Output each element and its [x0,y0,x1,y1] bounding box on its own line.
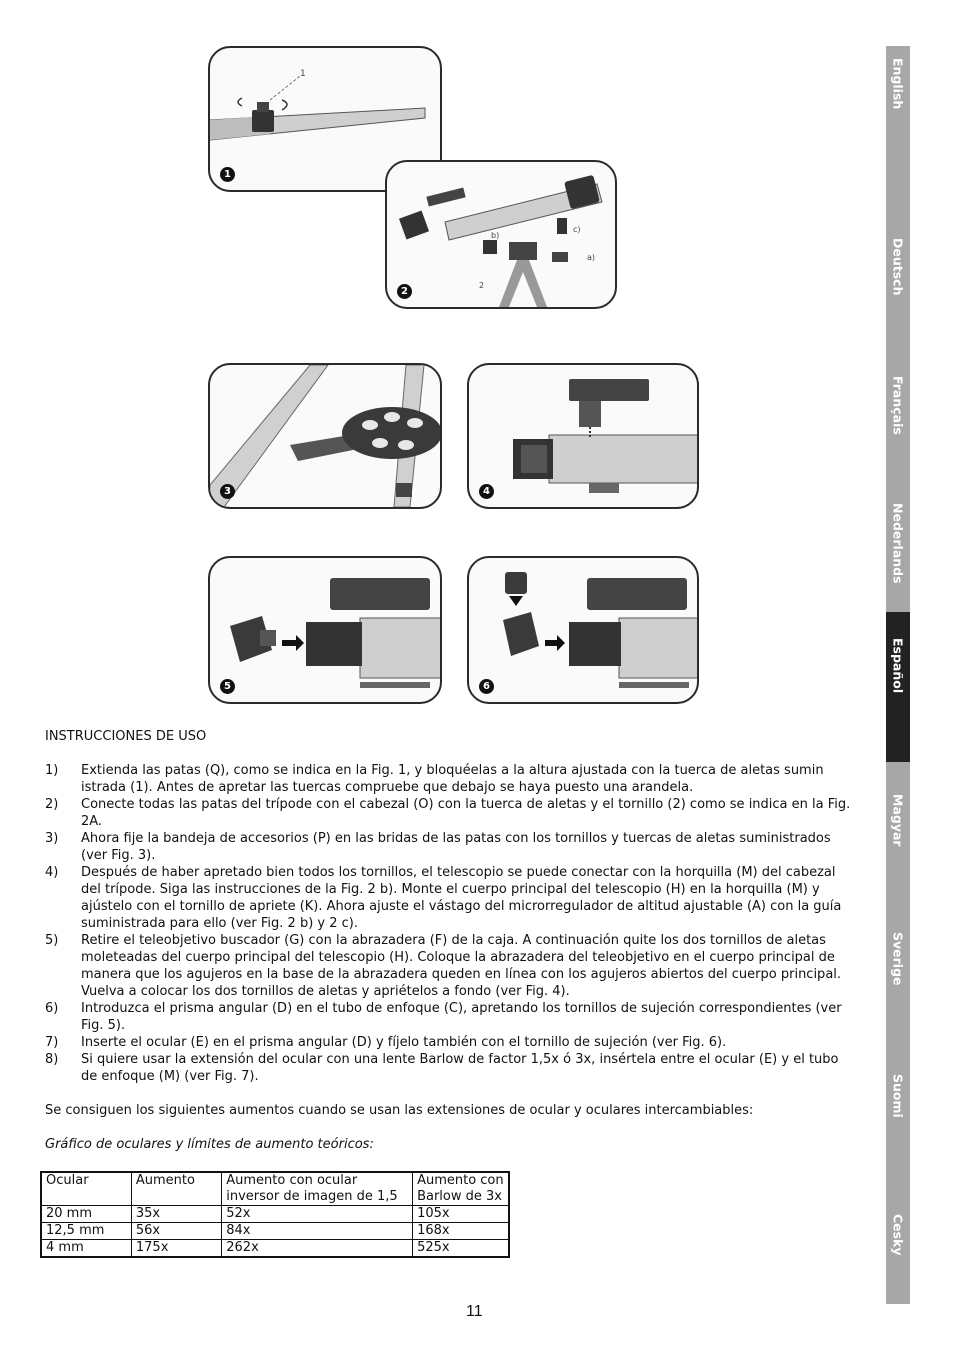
table-cell: 52x [222,1206,413,1223]
section-heading: INSTRUCCIONES DE USO [45,729,207,744]
language-tab-magyar[interactable]: Magyar [890,794,906,847]
eyepiece-illustration [469,558,697,702]
language-tab-suomi[interactable]: Suomi [890,1074,906,1118]
table-header-row [41,1172,509,1206]
callout-c: c) [573,225,581,234]
telescope-mount-illustration [387,162,615,307]
finder-scope-illustration [469,365,697,507]
table-cell: 525x [413,1240,509,1258]
diagonal-prism-illustration [210,558,440,702]
table-cell: 56x [131,1223,221,1240]
table-cell: 20 mm [41,1206,131,1223]
table-caption: Gráfico de oculares y límites de aumento teóricos: [45,1137,374,1152]
figure-number-badge: 5 [220,679,235,694]
step-item: 4) Después de haber apretado bien todos los tornillos, el telescopio se puede conectar con la horquilla (M) del cabezal del trípode. Siga las instrucciones de la Fig. 2 b). Monte el cuerpo principal del telescopio (H) en la horquilla (M) y ajústelo con el tornillo de apriete (K). Ahora ajuste el vástago del microrregulador de altitud ajustable (A) con la guía suministrada para ello (ver Fig. 2 b) y 2 c). [45,865,842,931]
step-item: 3) Ahora fije la bandeja de accesorios (P) en las bridas de las patas con los tornillos y tuercas de aletas suministrados (ver Fig. 3). [45,831,831,863]
callout-a: a) [587,253,596,262]
table-cell: 262x [222,1240,413,1258]
table-cell: 35x [131,1206,221,1223]
language-tab-sverige[interactable]: Sverige [890,932,906,986]
table-header: Aumento con Barlow de 3x [413,1172,509,1206]
instructions-content [45,728,857,1258]
step-item: 1) Extienda las patas (Q), como se indica en la Fig. 1, y bloquéelas a la altura ajustada con la tuerca de aletas sumin istrada (1). Antes de apretar las tuercas compruebe que debajo se haya puesto una arandela. [45,763,824,795]
table-cell: 168x [413,1223,509,1240]
figure-number-badge: 4 [479,484,494,499]
table-cell: 4 mm [41,1240,131,1258]
table-cell: 12,5 mm [41,1223,131,1240]
magnification-table [40,1171,510,1258]
page-number: 11 [466,1303,483,1320]
language-tab-cesky[interactable]: Cesky [890,1214,906,1256]
language-tab-english[interactable]: English [890,58,906,110]
callout-b: b) [491,231,500,240]
language-tab-francais[interactable]: Français [890,376,906,435]
figure-2 [385,160,617,309]
language-sidebar [886,46,910,1304]
table-header: Aumento [131,1172,221,1206]
step-item: 2) Conecte todas las patas del trípode con el cabezal (O) con la tuerca de aletas y el tornillo (2) como se indica en la Fig. 2A. [45,797,851,829]
figure-3 [208,363,442,509]
language-tab-deutsch[interactable]: Deutsch [890,238,906,296]
figure-number-badge: 1 [220,167,235,182]
table-header: Aumento con ocular inversor de imagen de 1,5 [222,1172,413,1206]
figure-6 [467,556,699,704]
figure-number-badge: 2 [397,284,412,299]
table-row [41,1223,509,1240]
step-item: 5) Retire el teleobjetivo buscador (G) con la abrazadera (F) de la caja. A continuación quite los dos tornillos de aletas moleteadas del cuerpo principal del telescopio (H). Coloque la abrazadera del teleobjetivo en el cuerpo principal de manera que los agujeros en la base de la abrazadera queden en línea con los agujeros abiertos del cuerpo principal. Vuelva a colocar los dos tornillos de aletas y apriételos a fondo (ver Fig. 4). [45,933,842,999]
language-tab-espanol[interactable]: Español [886,612,910,762]
table-row [41,1240,509,1258]
table-row [41,1206,509,1223]
table-cell: 175x [131,1240,221,1258]
callout-1: 1 [300,69,306,79]
figure-4 [467,363,699,509]
table-cell: 84x [222,1223,413,1240]
instruction-steps [45,762,857,1085]
step-item: 8) Si quiere usar la extensión del ocular con una lente Barlow de factor 1,5x ó 3x, insértela entre el ocular (E) y el tubo de enfoque (M) (ver Fig. 7). [45,1052,839,1084]
figure-5 [208,556,442,704]
accessory-tray-illustration [210,365,440,507]
figure-number-badge: 3 [220,484,235,499]
table-header: Ocular [41,1172,131,1206]
language-tab-nederlands[interactable]: Nederlands [890,503,906,584]
step-item: 6) Introduzca el prisma angular (D) en el tubo de enfoque (C), apretando los tornillos de sujeción correspondientes (ver Fig. 5). [45,1001,842,1033]
table-cell: 105x [413,1206,509,1223]
magnification-intro: Se consiguen los siguientes aumentos cuando se usan las extensiones de ocular y oculares intercambiables: [45,1103,754,1118]
step-item: 7) Inserte el ocular (E) en el prisma angular (D) y fíjelo también con el tornillo de sujeción (ver Fig. 6). [45,1035,727,1050]
figure-number-badge: 6 [479,679,494,694]
callout-2: 2 [479,281,485,290]
